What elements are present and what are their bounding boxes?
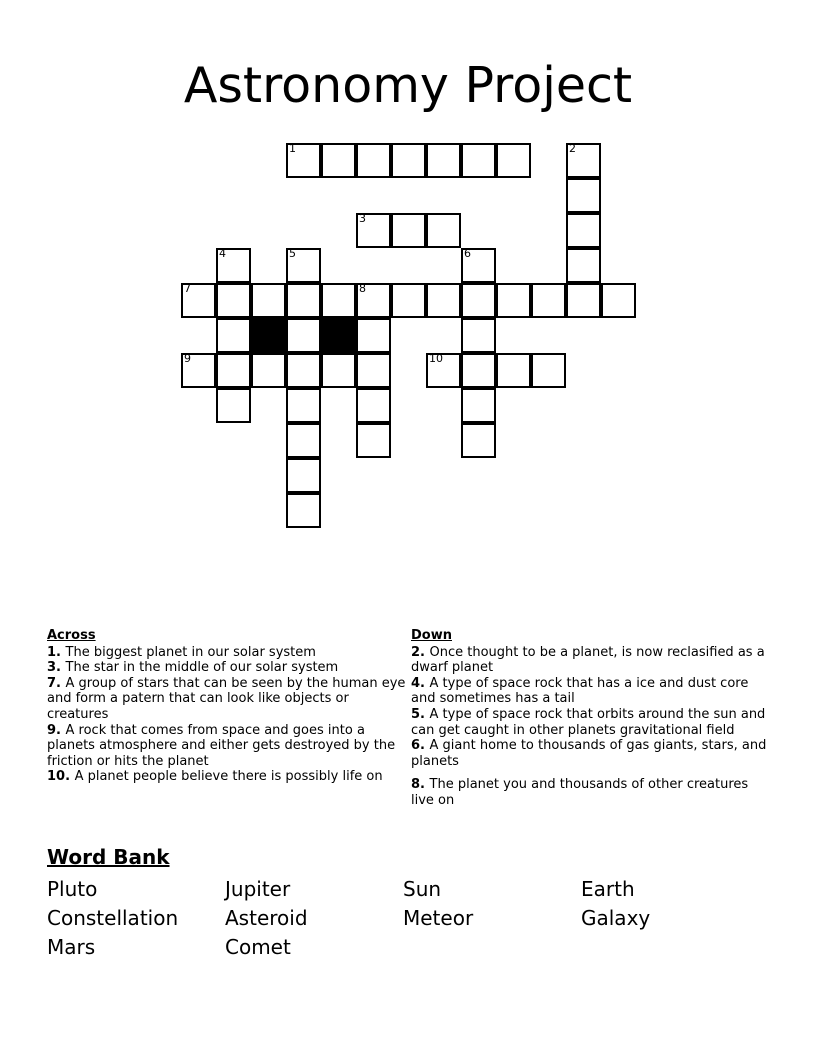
grid-cell[interactable] — [461, 423, 496, 458]
word-bank-row — [47, 904, 777, 933]
grid-cell[interactable] — [356, 283, 391, 318]
clue-text: A rock that comes from space and goes into a planets atmosphere and either gets destroyed by the friction or hits the planet — [47, 722, 396, 769]
word-bank-section — [47, 845, 777, 962]
clue-across-7 — [47, 676, 407, 723]
grid-cell[interactable] — [181, 283, 216, 318]
grid-cell[interactable] — [321, 143, 356, 178]
grid-cell[interactable] — [286, 423, 321, 458]
grid-cell[interactable] — [356, 213, 391, 248]
grid-cell[interactable] — [356, 353, 391, 388]
word-bank-word[interactable]: Sun — [403, 877, 442, 901]
clues-down-heading: Down — [411, 628, 452, 643]
grid-cell[interactable] — [391, 143, 426, 178]
grid-cell[interactable] — [286, 283, 321, 318]
word-bank-word[interactable]: Galaxy — [581, 906, 651, 930]
grid-cell-number: 4 — [219, 247, 226, 260]
word-bank-word[interactable]: Constellation — [47, 906, 179, 930]
grid-cell[interactable] — [566, 283, 601, 318]
clue-text: A giant home to thousands of gas giants, stars, and planets — [411, 738, 767, 769]
clue-number: 5. — [411, 706, 430, 722]
clue-number: 10. — [47, 769, 75, 785]
clue-across-9 — [47, 723, 407, 770]
word-bank-word[interactable]: Pluto — [47, 877, 98, 901]
clue-number: 9. — [47, 722, 66, 738]
clue-number: 1. — [47, 644, 66, 660]
clues-across-heading: Across — [47, 628, 96, 643]
grid-cell[interactable] — [531, 353, 566, 388]
grid-cell-number: 1 — [289, 142, 296, 155]
grid-cell[interactable] — [181, 353, 216, 388]
clue-number: 3. — [47, 660, 66, 676]
grid-cell[interactable] — [286, 458, 321, 493]
grid-cell[interactable] — [566, 178, 601, 213]
grid-cell[interactable] — [461, 248, 496, 283]
grid-cell[interactable] — [321, 283, 356, 318]
clue-text: The planet you and thousands of other creatures live on — [411, 777, 749, 808]
clue-text: The biggest planet in our solar system — [65, 644, 316, 660]
clue-down-8 — [411, 777, 771, 808]
grid-cell[interactable] — [216, 353, 251, 388]
clue-text: A type of space rock that has a ice and dust core and sometimes has a tail — [411, 675, 749, 707]
grid-cell[interactable] — [216, 248, 251, 283]
clue-number: 4. — [411, 675, 430, 691]
word-bank-word[interactable]: Earth — [581, 877, 635, 901]
grid-cell[interactable] — [461, 318, 496, 353]
grid-cell[interactable] — [286, 388, 321, 423]
page-title: Astronomy Project — [183, 56, 633, 114]
grid-cell[interactable] — [321, 353, 356, 388]
word-bank-word[interactable]: Asteroid — [225, 906, 308, 930]
grid-cell-number: 8 — [359, 282, 366, 295]
word-bank-row — [47, 933, 777, 962]
word-bank-word[interactable]: Meteor — [403, 906, 474, 930]
grid-cell[interactable] — [566, 248, 601, 283]
grid-cell[interactable] — [216, 318, 251, 353]
clue-down-6 — [411, 738, 771, 769]
grid-cell[interactable] — [286, 318, 321, 353]
grid-cell[interactable] — [251, 353, 286, 388]
grid-block-cell — [251, 318, 286, 353]
word-bank-rows — [47, 875, 777, 962]
clue-number: 7. — [47, 675, 66, 691]
grid-cell[interactable] — [286, 493, 321, 528]
grid-cell[interactable] — [496, 353, 531, 388]
grid-cell[interactable] — [426, 283, 461, 318]
grid-cell[interactable] — [286, 248, 321, 283]
grid-cell[interactable] — [531, 283, 566, 318]
word-bank-word[interactable]: Comet — [225, 935, 291, 959]
word-bank-heading: Word Bank — [47, 845, 170, 869]
grid-cell[interactable] — [461, 388, 496, 423]
grid-block-cell — [321, 318, 356, 353]
clue-text: A group of stars that can be seen by the human eye and form a patern that can look like objects or creatures — [47, 675, 406, 722]
word-bank-word[interactable]: Mars — [47, 935, 96, 959]
grid-cell[interactable] — [566, 213, 601, 248]
grid-cell[interactable] — [286, 353, 321, 388]
clues-down-column — [411, 628, 771, 809]
grid-cell[interactable] — [391, 213, 426, 248]
grid-cell[interactable] — [216, 388, 251, 423]
clue-down-5 — [411, 707, 771, 738]
grid-cell[interactable] — [251, 283, 286, 318]
clue-text: The star in the middle of our solar system — [65, 660, 339, 676]
clues-section — [0, 628, 816, 838]
clue-text: Once thought to be a planet, is now reclasified as a dwarf planet — [411, 644, 765, 676]
grid-cell[interactable] — [356, 423, 391, 458]
grid-cell-number: 5 — [289, 247, 296, 260]
clue-down-2 — [411, 645, 771, 676]
clues-across-column — [47, 628, 407, 785]
grid-cell[interactable] — [461, 283, 496, 318]
grid-cell[interactable] — [461, 143, 496, 178]
clue-across-3 — [47, 660, 407, 676]
clues-across-list — [47, 645, 407, 785]
clue-number: 8. — [411, 777, 430, 793]
grid-cell-number: 7 — [184, 282, 191, 295]
grid-cell[interactable] — [426, 143, 461, 178]
clues-down-list — [411, 645, 771, 809]
clue-down-4 — [411, 676, 771, 707]
clue-number: 6. — [411, 738, 430, 754]
grid-cell[interactable] — [356, 388, 391, 423]
grid-cell-number: 2 — [569, 142, 576, 155]
grid-cell[interactable] — [391, 283, 426, 318]
grid-cell[interactable] — [286, 143, 321, 178]
grid-cell[interactable] — [566, 143, 601, 178]
word-bank-row — [47, 875, 777, 904]
clue-number: 2. — [411, 644, 430, 660]
grid-cell-number: 6 — [464, 247, 471, 260]
clue-text: A planet people believe there is possibly life on — [74, 769, 383, 785]
grid-cell-number: 9 — [184, 352, 191, 365]
grid-cell[interactable] — [496, 143, 531, 178]
clue-text: A type of space rock that orbits around the sun and can get caught in other planets gravitational field — [411, 706, 766, 738]
grid-cell[interactable] — [426, 353, 461, 388]
word-bank-word[interactable]: Jupiter — [225, 877, 291, 901]
grid-cell[interactable] — [496, 283, 531, 318]
grid-cell[interactable] — [461, 353, 496, 388]
grid-cell[interactable] — [356, 318, 391, 353]
grid-cell[interactable] — [356, 143, 391, 178]
grid-cell-number: 10 — [429, 352, 443, 365]
grid-cell[interactable] — [601, 283, 636, 318]
grid-cell[interactable] — [426, 213, 461, 248]
grid-cell-number: 3 — [359, 212, 366, 225]
clue-across-1 — [47, 645, 407, 661]
grid-cell[interactable] — [216, 283, 251, 318]
clue-across-10 — [47, 769, 407, 785]
